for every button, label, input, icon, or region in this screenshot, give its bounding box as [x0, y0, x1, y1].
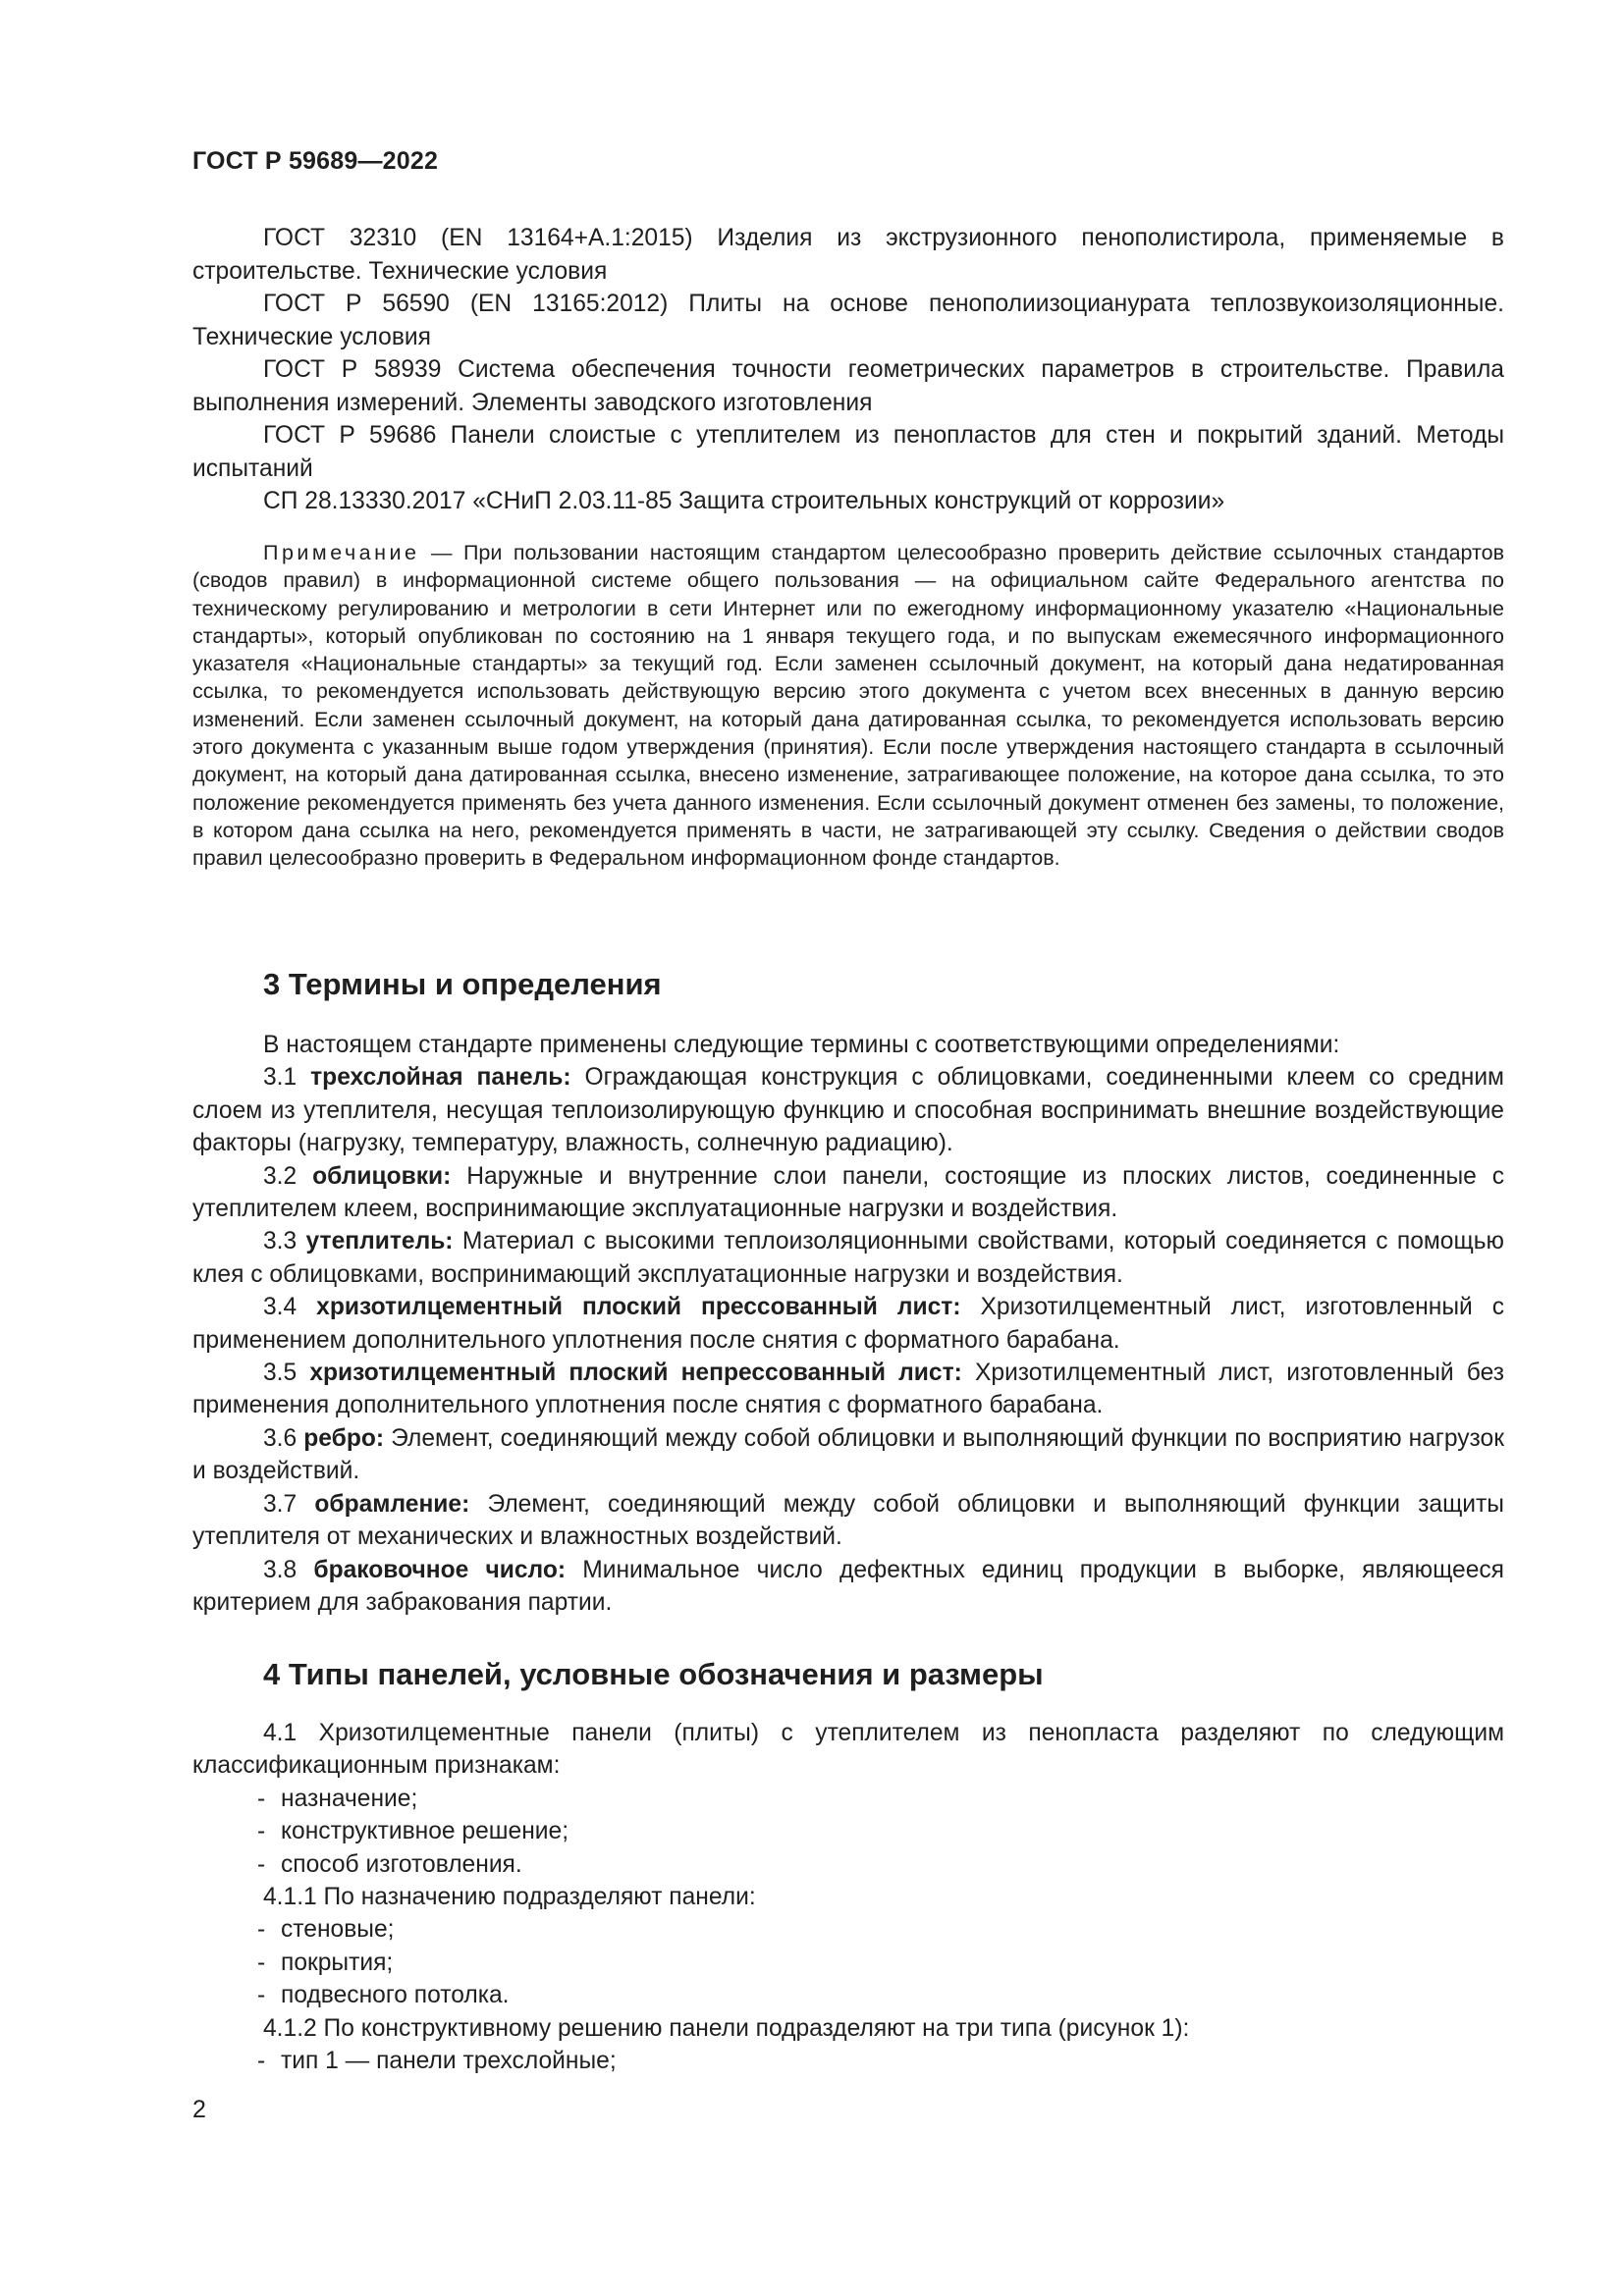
term-3-5 — [192, 1357, 1504, 1422]
section-4-body — [192, 1717, 1504, 2077]
list-item: - назначение; — [257, 1785, 418, 1812]
term-definition: Материал с высокими теплоизоляционными свойствами, который соединяется с помощью клея с облицовками, воспринимающий эксплуатационные нагрузки и воздействия. — [192, 1228, 1504, 1288]
term-name: ребро: — [303, 1424, 385, 1452]
term-number: 3.3 — [263, 1228, 298, 1255]
term-number: 3.1 — [263, 1064, 298, 1092]
term-3-6 — [192, 1422, 1504, 1488]
note-paragraph — [192, 539, 1504, 873]
term-3-1 — [192, 1061, 1504, 1159]
paragraph-4-1-1: 4.1.1 По назначению подразделяют панели: — [263, 1884, 756, 1911]
term-definition: Минимальное число дефектных единиц продукции в выборке, являющееся критерием для забракования партии. — [192, 1556, 1504, 1616]
term-name: хризотилцементный плоский прессованный лист: — [316, 1294, 961, 1321]
note-label: Примечание — [263, 541, 420, 564]
section-3-body — [192, 1029, 1504, 1619]
reference-item: ГОСТ Р 56590 (EN 13165:2012) Плиты на основе пенополиизоцианурата теплозвукоизоляционные. Технические условия — [192, 291, 1504, 350]
note-text: — При пользовании настоящим стандартом целесообразно проверить действие ссылочных стандартов (сводов правил) в информационной системе общего пользования — на официальном сайте Федерального агентства по техническому регулированию и метрологии в сети Интернет или по ежегодному информационному указателю «Национальные стандарты», который опубликован по состоянию на 1 января текущего года, и по выпускам ежемесячного информационного указателя «Национальные стандарты» за текущий год. Если заменен ссылочный документ, на который дана недатированная ссылка, то рекомендуется использовать действующую версию этого документа с учетом всех внесенных в данную версию изменений. Если заменен ссылочный документ, на который дана датированная ссылка, то рекомендуется использовать версию этого документа с указанным выше годом утверждения (принятия). Если после утверждения настоящего стандарта в ссылочный документ, на который дана датированная ссылка, внесено изменение, затрагивающее положение, на которое дана ссылка, то это положение рекомендуется применять без учета данного изменения. Если ссылочный документ отменен без замены, то положение, в котором дана ссылка на него, рекомендуется применять в части, не затрагивающей эту ссылку. Сведения о действии сводов правил целесообразно проверить в Федеральном информационном фонде стандартов. — [192, 541, 1504, 871]
section-3 — [192, 967, 1504, 1002]
term-number: 3.7 — [263, 1490, 298, 1518]
reference-item: ГОСТ Р 58939 Система обеспечения точности геометрических параметров в строительстве. Правила выполнения измерений. Элементы заводского изготовления — [192, 356, 1504, 416]
references-block — [192, 222, 1504, 518]
note-block — [192, 539, 1504, 873]
term-name: утеплитель: — [305, 1228, 454, 1255]
term-name: обрамление: — [314, 1490, 470, 1518]
term-name: браковочное число: — [313, 1556, 567, 1583]
term-3-3 — [192, 1225, 1504, 1291]
term-definition: Наружные и внутренние слои панели, состоящие из плоских листов, соединенные с утеплителем клеем, воспринимающие эксплуатационные нагрузки и воздействия. — [192, 1162, 1504, 1223]
term-number: 3.2 — [263, 1162, 298, 1190]
term-name: хризотилцементный плоский непрессованный лист: — [309, 1360, 962, 1387]
section-3-intro: В настоящем стандарте применены следующие термины с соответствующими определениями: — [263, 1032, 1340, 1058]
list-item: - конструктивное решение; — [257, 1818, 569, 1845]
term-definition: Хризотилцементный лист, изготовленный с применением дополнительного уплотнения после снятия с форматного барабана. — [192, 1294, 1504, 1354]
section-4-title: 4 Типы панелей, условные обозначения и размеры — [263, 1657, 1044, 1691]
reference-item: ГОСТ 32310 (EN 13164+A.1:2015) Изделия из экструзионного пенополистирола, применяемые в строительстве. Технические условия — [192, 225, 1504, 285]
term-definition: Хризотилцементный лист, изготовленный без применения дополнительного уплотнения после снятия с форматного барабана. — [192, 1360, 1504, 1419]
term-definition: Элемент, соединяющий между собой облицовки и выполняющий функции защиты утеплителя от механических и влажностных воздействий. — [192, 1490, 1504, 1551]
list-item: - способ изготовления. — [257, 1850, 522, 1878]
section-4 — [192, 1657, 1504, 1692]
term-number: 3.8 — [263, 1556, 298, 1583]
list-item: - покрытия; — [257, 1949, 394, 1976]
term-definition: Элемент, соединяющий между собой облицовки и выполняющий функции по восприятию нагрузок и воздействий. — [192, 1424, 1504, 1485]
list-item: - стеновые; — [257, 1916, 395, 1944]
page-number: 2 — [192, 2096, 206, 2123]
term-3-2 — [192, 1160, 1504, 1226]
paragraph-4-1-2: 4.1.2 По конструктивному решению панели подразделяют на три типа (рисунок 1): — [263, 2014, 1190, 2042]
reference-item: СП 28.13330.2017 «СНиП 2.03.11-85 Защита строительных конструкций от коррозии» — [263, 488, 1225, 514]
reference-item: ГОСТ Р 59686 Панели слоистые с утеплителем из пенопластов для стен и покрытий зданий. Методы испытаний — [192, 422, 1504, 482]
term-number: 3.4 — [263, 1294, 298, 1321]
term-number: 3.6 — [263, 1424, 298, 1452]
paragraph-4-1: 4.1 Хризотилцементные панели (плиты) с утеплителем из пенопласта разделяют по следующим классификационным признакам: — [192, 1720, 1504, 1780]
term-number: 3.5 — [263, 1360, 298, 1387]
section-3-title: 3 Термины и определения — [263, 967, 662, 1001]
term-3-8 — [192, 1554, 1504, 1620]
list-item: - подвесного потолка. — [257, 1982, 510, 2009]
term-3-7 — [192, 1488, 1504, 1554]
term-name: трехслойная панель: — [310, 1064, 571, 1092]
term-name: облицовки: — [312, 1162, 452, 1190]
document-header: ГОСТ Р 59689—2022 — [192, 147, 439, 175]
term-3-4 — [192, 1291, 1504, 1357]
list-item: - тип 1 — панели трехслойные; — [257, 2048, 617, 2075]
term-definition: Ограждающая конструкция с облицовками, соединенными клеем со средним слоем из утеплителя, несущая теплоизолирующую функцию и способная воспринимать внешние воздействующие факторы (нагрузку, температуру, влажность, солнечную радиацию). — [192, 1064, 1504, 1157]
